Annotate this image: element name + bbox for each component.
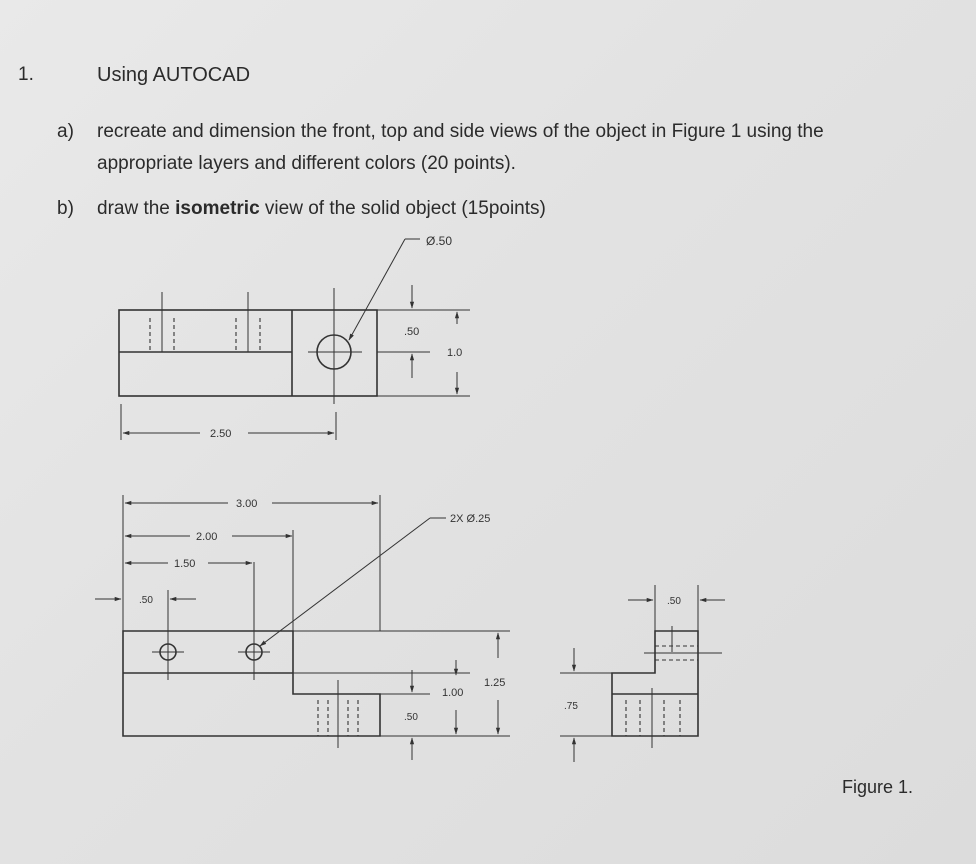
question-number: 1. — [18, 64, 34, 85]
question-heading: Using AUTOCAD — [97, 64, 251, 86]
dim-overall-length: 3.00 — [236, 498, 258, 510]
dim-front-total-height: 1.25 — [484, 677, 506, 689]
dim-hole1-pos: .50 — [139, 595, 153, 606]
dim-holes-callout: 2X Ø.25 — [450, 513, 491, 525]
side-view — [560, 585, 725, 762]
dim-front-step-height: .50 — [404, 712, 418, 723]
dim-side-width: .50 — [667, 596, 681, 607]
front-view-centerlines — [152, 562, 338, 748]
figure-caption: Figure 1. — [842, 777, 914, 797]
dim-hole2-pos: 2.00 — [196, 531, 218, 543]
dim-top-length: 2.50 — [210, 428, 232, 440]
top-view-hidden-holes — [150, 318, 260, 352]
part-a-label: a) — [57, 121, 74, 142]
dim-top-depth-half: .50 — [404, 326, 420, 338]
dim-front-upper-height: 1.00 — [442, 687, 464, 699]
dim-top-hole-dia: Ø.50 — [426, 234, 453, 248]
part-a-line-2: appropriate layers and different colors (20 points). — [97, 153, 516, 174]
side-view-hidden — [626, 646, 698, 736]
part-b-text-after: view of the solid object (15points) — [259, 198, 546, 219]
part-b-text-bold: isometric — [175, 198, 260, 219]
dim-side-lower-height: .75 — [564, 701, 578, 712]
top-view — [119, 239, 470, 440]
part-b-label: b) — [57, 198, 74, 219]
part-a-line-1: recreate and dimension the front, top and side views of the object in Figure 1 using the — [97, 121, 824, 142]
dim-step-pos: 1.50 — [174, 558, 196, 570]
front-holes-leader — [260, 518, 430, 646]
front-view — [95, 495, 510, 760]
side-view-outline — [612, 631, 698, 736]
dim-top-depth: 1.0 — [447, 347, 463, 359]
part-b-text-before: draw the — [97, 198, 176, 219]
top-view-centerlines — [162, 288, 362, 404]
